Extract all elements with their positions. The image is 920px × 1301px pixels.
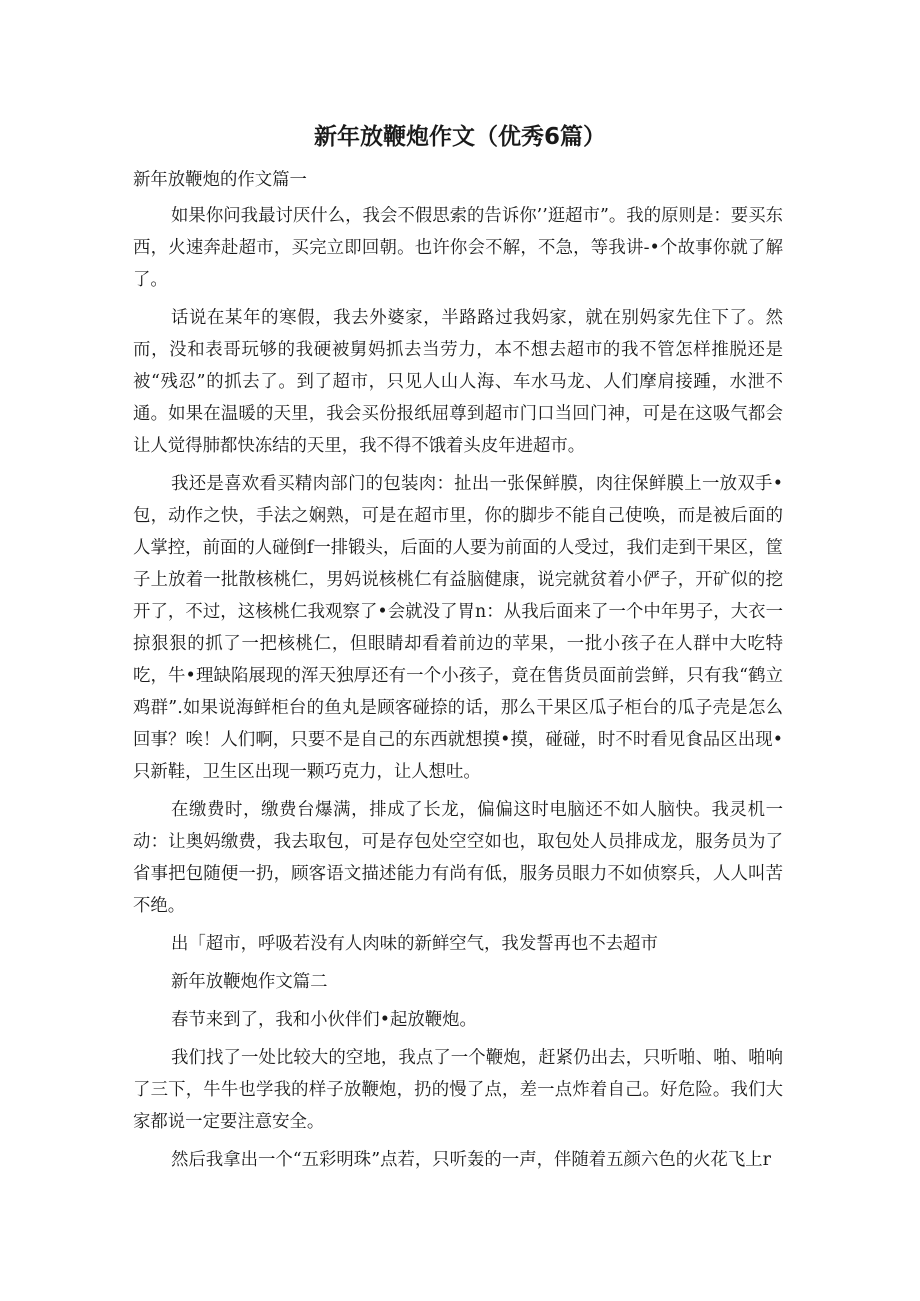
paragraph: 出「超市，呼吸若没有人肉味的新鲜空气，我发誓再也不去超市 (171, 934, 658, 954)
paragraph: 话说在某年的寒假，我去外婆家，半路路过我妈家，就在别妈家先住下了。然而，没和表哥玩够的我硬被舅妈抓去当劳力，本不想去超市的我不管怎样推脱还是被“残忍”的抓去了。到了超市，只见人山人海、车水马龙、人们摩肩接踵，水泄不通。如果在温暖的天里，我会买份报纸屈尊到超市门口当回门神，可是在这吸气都会让人觉得肺都快冻结的天里，我不得不饿着头皮年进超市。 (133, 308, 783, 456)
document-title: 新年放鞭炮作文（优秀6篇） (313, 124, 606, 150)
paragraph: 然后我拿出一个“五彩明珠”点若，只听轰的一声，伴随着五颜六色的火花飞上r (171, 1150, 771, 1170)
paragraph: 我还是喜欢看买精肉部门的包装肉：扯出一张保鲜膜，肉往保鲜膜上一放双手•包，动作之快，手法之娴熟，可是在超市里，你的脚步不能自己使唤，而是被后面的人掌控，前面的人碰倒f一排锻头，后面的人要为前面的人受过，我们走到干果区，筐子上放着一批散核桃仁，男妈说核桃仁有益脑健康，说完就贫着小俨子，开矿似的挖开了，不过，这核桃仁我观察了•会就没了胃n：从我后面来了一个中年男子，大衣一掠狠狠的抓了一把核桃仁，但眼睛却看着前边的苹果，一批小孩子在人群中大吃特吃，牛•理缺陷展现的浑天独厚还有一个小孩子，竟在售货员面前尝鲜，只有我“鹤立鸡群”.如果说海鲜柜台的鱼丸是顾客碰捺的话，那么干果区瓜子柜台的瓜子壳是怎么回事？唉！人们啊，只要不是自己的东西就想摸•摸，碰碰，时不时看见食品区出现•只新鞋，卫生区出现一颗巧克力，让人想吐。 (133, 474, 783, 782)
paragraph: 在缴费时，缴费台爆满，排成了长龙，偏偏这时电脑还不如人脑快。我灵机一动：让奥妈缴费，我去取包，可是存包处空空如也，取包处人员排成龙，服务员为了省事把包随便一扔，顾客语文描述能力有尚有低，服务员眼力不如侦察兵，人人叫苦不绝。 (133, 800, 783, 916)
document-body (133, 164, 783, 1176)
paragraph: 如果你问我最讨厌什么，我会不假思索的告诉你’’逛超市”。我的原则是：要买东西，火速奔赴超市，买完立即回朝。也许你会不解，不急，等我讲-•个故事你就了解了。 (133, 206, 783, 290)
paragraph: 我们找了一处比较大的空地，我点了一个鞭炮，赶紧仍出去，只听啪、啪、啪响了三下，牛牛也学我的样子放鞭炮，扔的慢了点，差一点炸着自己。好危险。我们大家都说一定要注意安全。 (133, 1048, 783, 1132)
section-heading-2: 新年放鞭炮作文篇二 (171, 972, 328, 992)
section-heading-1: 新年放鞭炮的作文篇一 (133, 170, 307, 190)
paragraph: 春节来到了，我和小伙伴们•起放鞭炮。 (171, 1010, 477, 1030)
